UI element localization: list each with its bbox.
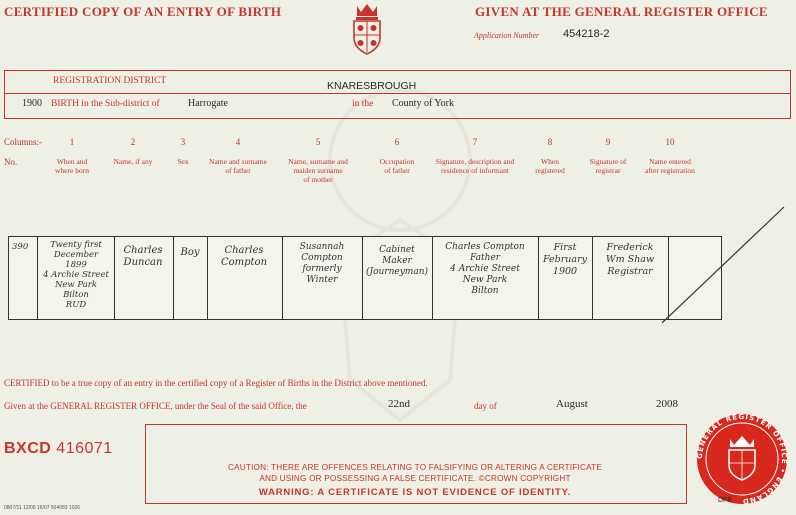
- office-title: GIVEN AT THE GENERAL REGISTER OFFICE: [475, 4, 768, 19]
- crown-crest-icon: [348, 2, 386, 56]
- no-label: No.: [4, 157, 18, 167]
- warning-line: WARNING: A CERTIFICATE IS NOT EVIDENCE OF IDENTITY.: [258, 487, 572, 498]
- certified-line: CERTIFIED to be a true copy of an entry in the certified copy of a Register of Births in the District above mentioned.: [4, 378, 428, 388]
- entry-name: Charles Duncan: [123, 245, 163, 268]
- column-number-10: 10: [665, 137, 675, 147]
- column-number-1: 1: [69, 137, 75, 147]
- entry-column-divider: [362, 237, 363, 319]
- entry-father: Charles Compton: [220, 245, 268, 268]
- birth-subdistrict-label: BIRTH in the Sub-district of: [51, 99, 160, 109]
- column-number-8: 8: [547, 137, 553, 147]
- entry-column-divider: [114, 237, 115, 319]
- column-label-7: Signature, description and residence of informant: [435, 157, 515, 175]
- entry-mother: Susannah Compton formerly Winter: [299, 242, 345, 285]
- serial-prefix: BXCD: [4, 440, 52, 457]
- column-number-5: 5: [315, 137, 321, 147]
- entry-number: 390: [12, 242, 29, 252]
- column-label-10: Name entered after registration: [645, 157, 695, 175]
- entry-when-registered: First February 1900: [542, 242, 587, 277]
- district-divider: [4, 93, 790, 94]
- column-number-6: 6: [394, 137, 400, 147]
- entry-column-divider: [538, 237, 539, 319]
- day-of-label: day of: [474, 401, 497, 411]
- application-number: 454218-2: [563, 28, 610, 40]
- entry-column-divider: [432, 237, 433, 319]
- caution-line-2: AND USING OR POSSESSING A FALSE CERTIFICATE. ©CROWN COPYRIGHT: [259, 474, 571, 483]
- entry-registrar: Frederick Wm Shaw Registrar: [605, 242, 655, 277]
- entry-when-where: Twenty first December 1899 4 Archie Street New Park Bilton RUD: [43, 240, 109, 310]
- caution-line-1: CAUTION: THERE ARE OFFENCES RELATING TO FALSIFYING OR ALTERING A CERTIFICATE: [228, 463, 602, 472]
- entry-occupation: Cabinet Maker (Journeyman): [365, 245, 429, 277]
- entry-informant: Charles Compton Father 4 Archie Street New Park Bilton: [445, 242, 525, 296]
- registration-year: 1900: [22, 98, 42, 109]
- entry-sex: Boy: [180, 247, 200, 258]
- entry-column-divider: [173, 237, 174, 319]
- cert-month: August: [556, 398, 588, 410]
- cert-year: 2008: [656, 398, 678, 410]
- column-label-8: When registered: [535, 157, 565, 175]
- certificate-title: CERTIFIED COPY OF AN ENTRY OF BIRTH: [4, 4, 282, 19]
- column-number-4: 4: [235, 137, 241, 147]
- application-label: Application Number: [474, 31, 540, 40]
- column-number-7: 7: [472, 137, 478, 147]
- given-at-line: Given at the GENERAL REGISTER OFFICE, under the Seal of the said Office, the: [4, 401, 307, 411]
- serial-number: [4, 440, 113, 458]
- column-number-3: 3: [180, 137, 186, 147]
- cancellation-line: [662, 205, 787, 325]
- entry-column-divider: [207, 237, 208, 319]
- column-label-9: Signature of registrar: [589, 157, 627, 175]
- serial-digits: 416071: [56, 440, 113, 457]
- seal-text: GENERAL REGISTER OFFICE • ENGLAND: [696, 413, 788, 505]
- entry-column-divider: [282, 237, 283, 319]
- column-label-4: Name and surname of father: [209, 157, 267, 175]
- official-seal-icon: [696, 413, 788, 505]
- entry-column-divider: [37, 237, 38, 319]
- district-value: KNARESBROUGH: [327, 80, 417, 92]
- footer-code: DFB: [718, 497, 732, 504]
- column-label-6: Occupation of father: [379, 157, 415, 175]
- column-label-2: Name, if any: [113, 157, 153, 166]
- in-the-label: in the: [352, 99, 374, 109]
- cert-day: 22nd: [388, 398, 410, 410]
- column-label-3: Sex: [177, 157, 189, 166]
- county-value: County of York: [392, 98, 454, 109]
- footer-tiny-code: 0807/11 12/08 16/07 504083 1026: [4, 505, 81, 511]
- columns-label: Columns:-: [4, 137, 43, 147]
- column-label-5: Name, surname and maiden surname of mother: [288, 157, 348, 184]
- district-label: REGISTRATION DISTRICT: [53, 76, 167, 86]
- column-number-2: 2: [130, 137, 136, 147]
- column-label-1: When and where born: [55, 157, 89, 175]
- subdistrict-value: Harrogate: [188, 98, 228, 109]
- entry-column-divider: [592, 237, 593, 319]
- column-number-9: 9: [605, 137, 611, 147]
